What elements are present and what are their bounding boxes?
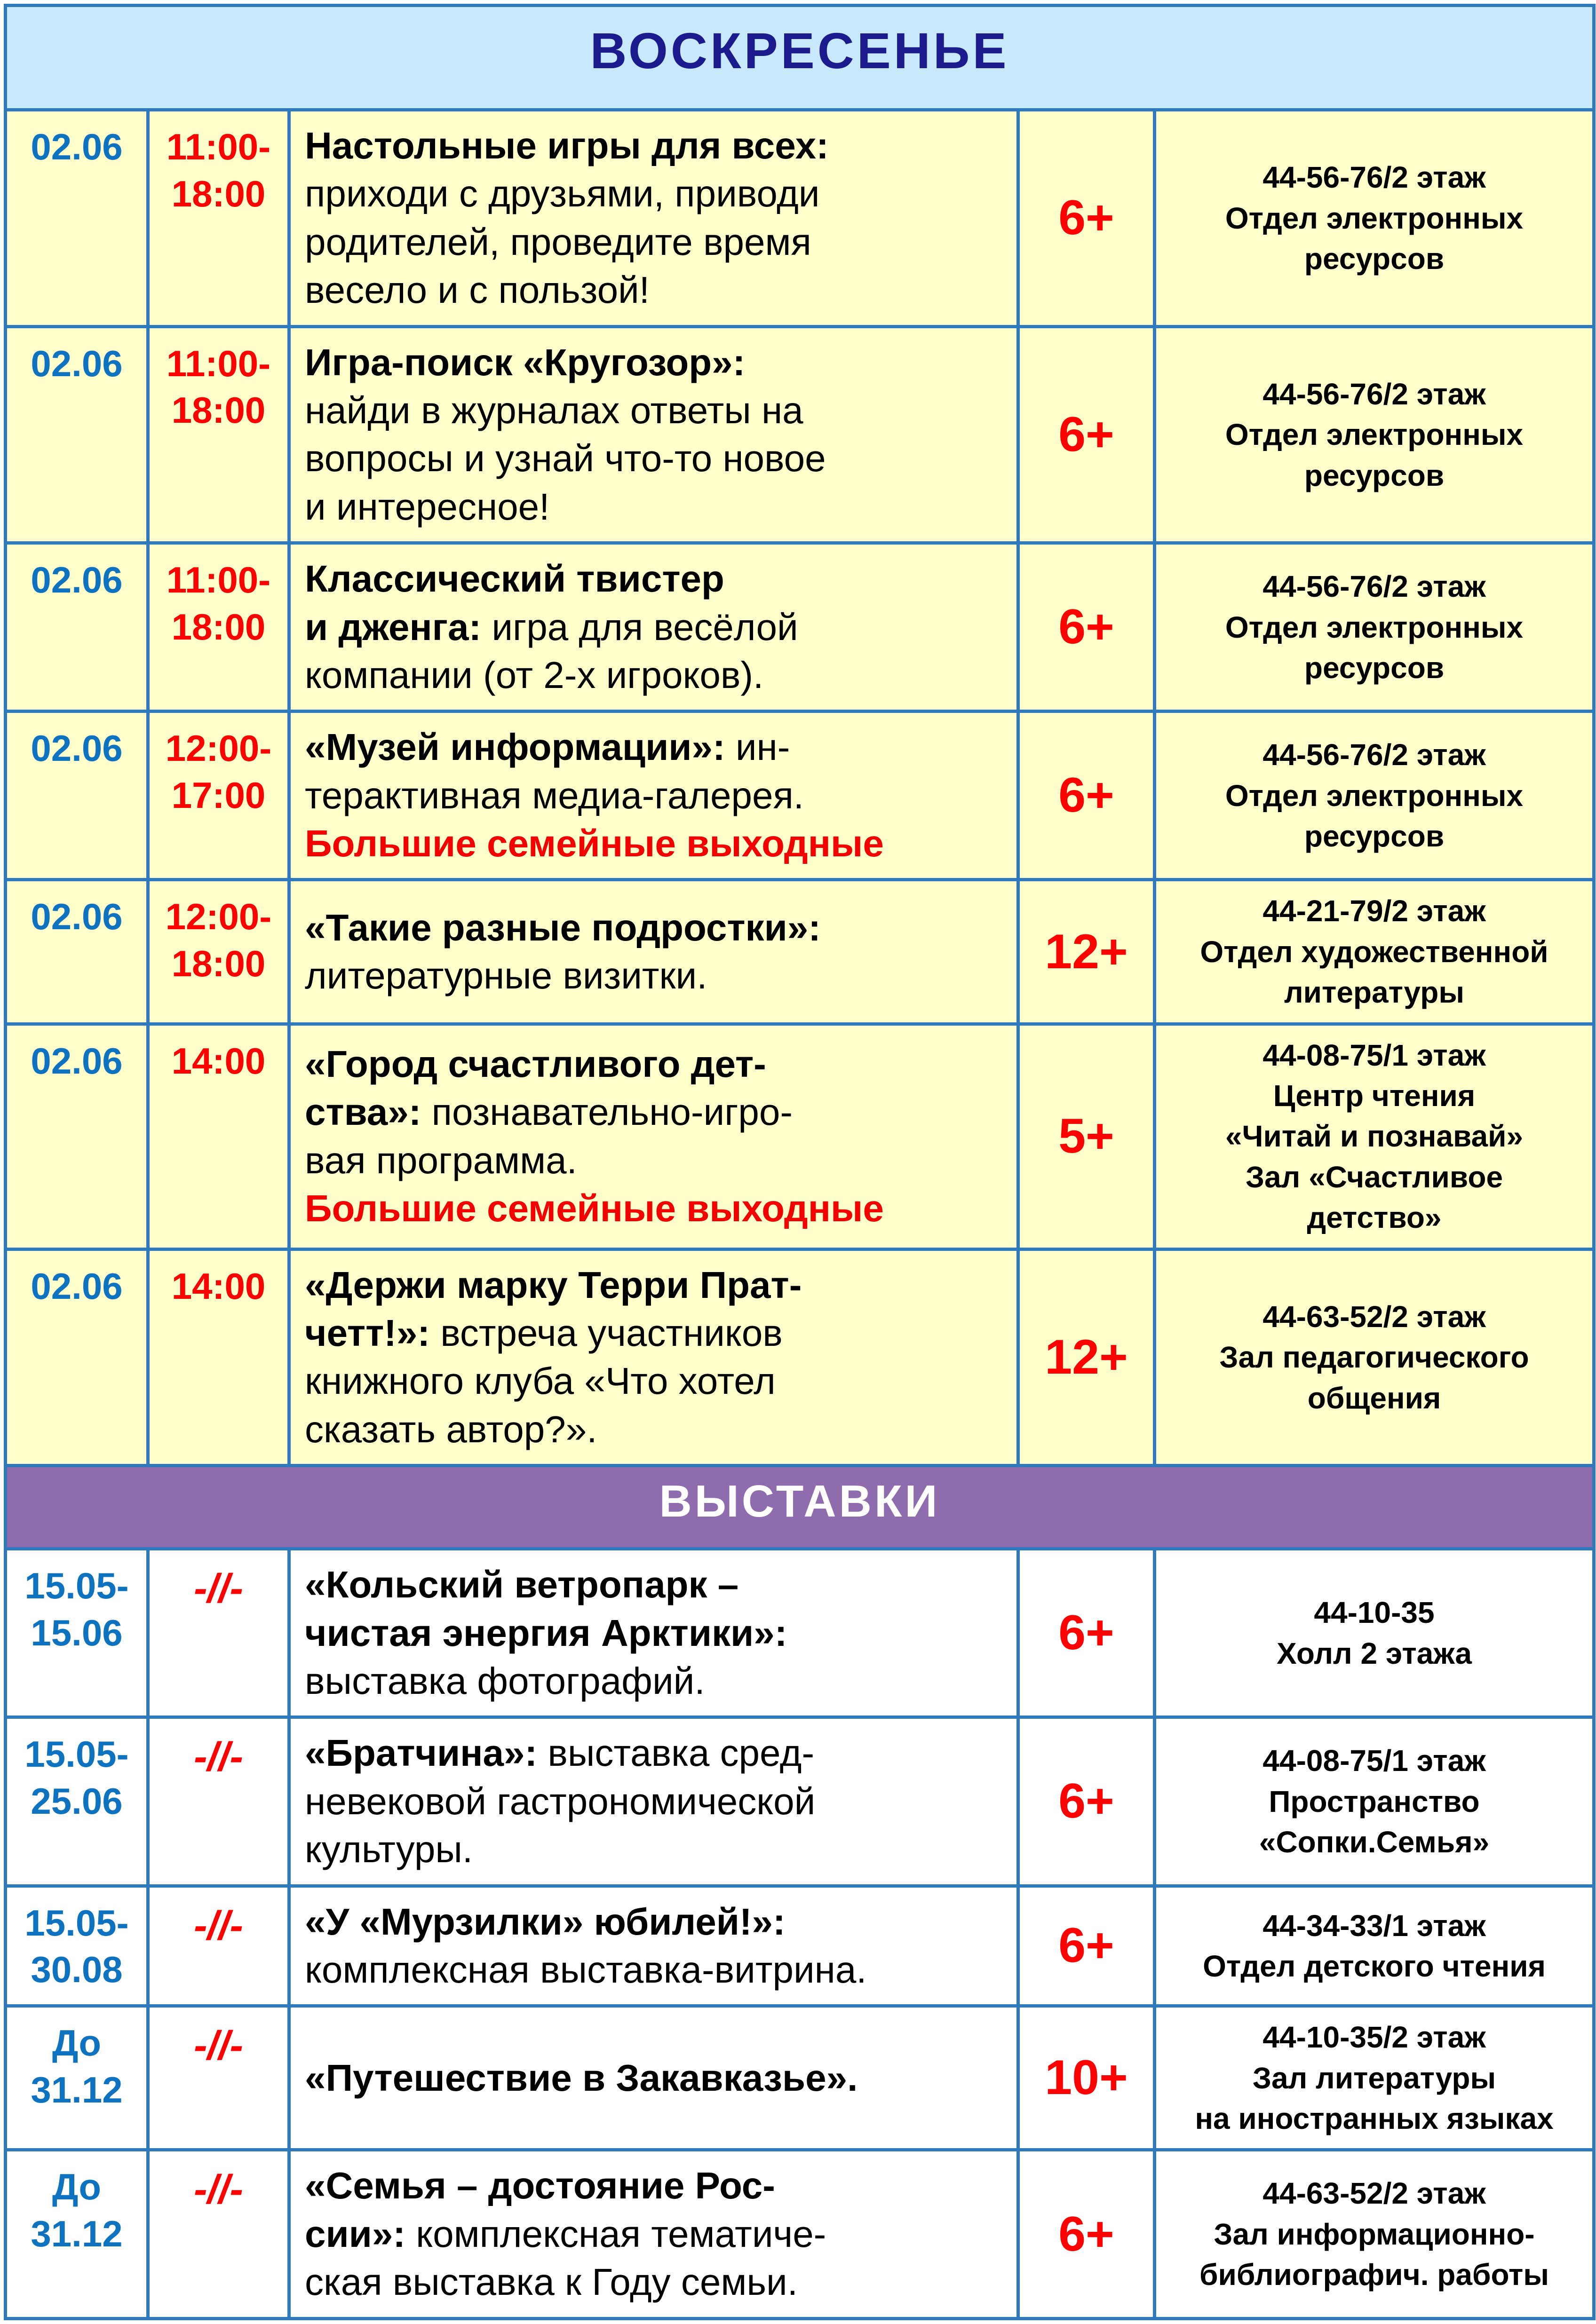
time-line: 14:00	[171, 1265, 266, 1307]
location-cell	[1155, 2150, 1594, 2318]
time-line: 18:00	[171, 943, 266, 985]
location-cell	[1155, 1717, 1594, 1886]
description-line	[305, 1357, 1002, 1405]
location-line: ресурсов	[1304, 458, 1445, 492]
text-run: четт!»:	[305, 1312, 430, 1354]
location-line: «Сопки.Семья»	[1259, 1825, 1490, 1859]
time-line: -//-	[193, 1566, 244, 1612]
date-line: 02.06	[31, 896, 123, 938]
description-line	[305, 1406, 1002, 1454]
time-cell	[148, 711, 289, 880]
text-run: и дженга:	[305, 606, 482, 648]
time-line: -//-	[193, 2167, 244, 2213]
text-run: «Кольский ветропарк –	[305, 1564, 739, 1606]
date-cell	[6, 1886, 148, 2006]
location-line: 44-56-76/2 этаж	[1263, 160, 1486, 195]
age-badge: 12+	[1018, 880, 1155, 1024]
time-line: 11:00-	[166, 559, 271, 601]
section-header-row	[6, 1466, 1594, 1549]
time-line: 18:00	[171, 389, 266, 431]
time-line: 18:00	[171, 606, 266, 648]
text-run: Игра-поиск «Кругозор»:	[305, 341, 746, 383]
date-cell	[6, 1249, 148, 1466]
time-cell	[148, 110, 289, 327]
text-run: «Такие разные подростки»:	[305, 906, 821, 949]
description-line	[305, 1946, 1002, 1994]
text-run: Большие семейные выходные	[305, 822, 884, 865]
location-line: 44-21-79/2 этаж	[1263, 894, 1486, 928]
location-line: на иностранных языках	[1195, 2102, 1554, 2136]
location-line: Зал «Счастливое	[1245, 1160, 1503, 1194]
schedule-body	[6, 6, 1594, 2319]
location-line: библиографич. работы	[1199, 2258, 1549, 2292]
age-badge: 6+	[1018, 110, 1155, 327]
description-line	[305, 1137, 1002, 1185]
description-line	[305, 1729, 1002, 1777]
location-line: Отдел детского чтения	[1203, 1949, 1546, 1983]
table-row	[6, 1249, 1594, 1466]
time-cell	[148, 1717, 289, 1886]
text-run: комплексная выставка-витрина.	[305, 1948, 867, 1991]
location-line: 44-08-75/1 этаж	[1263, 1744, 1486, 1778]
location-line: «Читай и познавай»	[1225, 1119, 1524, 1154]
description-line	[305, 723, 1002, 771]
location-line: Зал педагогического	[1219, 1340, 1529, 1375]
description-cell	[289, 326, 1018, 543]
time-line: 12:00-	[165, 896, 272, 938]
description-cell	[289, 2006, 1018, 2150]
location-line: Зал информационно-	[1214, 2217, 1535, 2251]
description-line	[305, 651, 1002, 699]
description-line	[305, 2054, 1002, 2102]
time-line: 18:00	[171, 173, 266, 214]
description-line	[305, 603, 1002, 651]
section-header-row	[6, 6, 1594, 110]
text-run: найди в журналах ответы на	[305, 389, 803, 431]
location-line: 44-56-76/2 этаж	[1263, 377, 1486, 411]
date-line: 02.06	[31, 727, 123, 769]
time-cell	[148, 1249, 289, 1466]
description-line	[305, 1088, 1002, 1136]
text-run: выставка фотографий.	[305, 1660, 705, 1702]
time-cell	[148, 2006, 289, 2150]
date-line: 02.06	[31, 1265, 123, 1307]
table-row	[6, 543, 1594, 711]
time-cell	[148, 880, 289, 1024]
description-line	[305, 387, 1002, 435]
time-line: 17:00	[171, 775, 266, 816]
table-row	[6, 1886, 1594, 2006]
text-run: познавательно-игро-	[421, 1091, 793, 1133]
text-run: вопросы и узнай что-то новое	[305, 437, 826, 480]
date-line: 15.06	[31, 1612, 123, 1653]
age-badge: 5+	[1018, 1024, 1155, 1249]
location-line: ресурсов	[1304, 241, 1445, 276]
location-line: Отдел художественной	[1200, 934, 1548, 969]
description-line	[305, 1778, 1002, 1826]
text-run: «Братчина»:	[305, 1732, 538, 1774]
description-line	[305, 339, 1002, 387]
text-run: выставка сред-	[537, 1732, 815, 1774]
description-line	[305, 1185, 1002, 1233]
description-line	[305, 952, 1002, 1000]
description-line	[305, 555, 1002, 603]
date-line: 02.06	[31, 1040, 123, 1082]
text-run: книжного клуба «Что хотел	[305, 1360, 776, 1402]
description-line	[305, 483, 1002, 531]
description-cell	[289, 1886, 1018, 2006]
date-line: 31.12	[31, 2213, 123, 2255]
description-line	[305, 2258, 1002, 2306]
time-line: 11:00-	[166, 342, 271, 384]
date-line: До	[52, 2166, 102, 2208]
date-line: 15.05-	[24, 1902, 129, 1944]
age-badge: 6+	[1018, 1717, 1155, 1886]
description-line	[305, 1609, 1002, 1657]
table-row	[6, 1024, 1594, 1249]
location-cell	[1155, 326, 1594, 543]
text-run: ства»:	[305, 1091, 421, 1133]
date-cell	[6, 2150, 148, 2318]
location-line: ресурсов	[1304, 650, 1445, 685]
description-line	[305, 1561, 1002, 1609]
description-cell	[289, 1549, 1018, 1717]
description-line	[305, 1040, 1002, 1088]
description-cell	[289, 711, 1018, 880]
description-line	[305, 266, 1002, 314]
date-cell	[6, 711, 148, 880]
text-run: чистая энергия Арктики»:	[305, 1612, 787, 1654]
text-run: «Семья – достояние Рос-	[305, 2165, 775, 2207]
schedule-page	[0, 4, 1596, 2320]
description-line	[305, 2210, 1002, 2258]
time-line: -//-	[193, 1734, 244, 1780]
date-line: 30.08	[31, 1949, 123, 1991]
text-run: «Музей информации»:	[305, 726, 725, 768]
location-line: 44-10-35	[1314, 1596, 1435, 1630]
location-line: Отдел электронных	[1225, 610, 1524, 644]
table-row	[6, 1717, 1594, 1886]
schedule-table	[4, 4, 1596, 2320]
text-run: Большие семейные выходные	[305, 1187, 884, 1229]
age-badge: 10+	[1018, 2006, 1155, 2150]
location-cell	[1155, 1024, 1594, 1249]
description-cell	[289, 1249, 1018, 1466]
description-cell	[289, 880, 1018, 1024]
description-cell	[289, 2150, 1018, 2318]
location-line: Пространство	[1269, 1784, 1480, 1818]
location-cell	[1155, 1886, 1594, 2006]
location-cell	[1155, 711, 1594, 880]
text-run: и интересное!	[305, 485, 550, 528]
description-line	[305, 1826, 1002, 1873]
age-badge: 6+	[1018, 1549, 1155, 1717]
time-cell	[148, 1024, 289, 1249]
description-line	[305, 1657, 1002, 1705]
location-line: 44-63-52/2 этаж	[1263, 1299, 1486, 1334]
age-badge: 6+	[1018, 1886, 1155, 2006]
table-row	[6, 1549, 1594, 1717]
date-line: 25.06	[31, 1780, 123, 1822]
date-cell	[6, 326, 148, 543]
description-line	[305, 122, 1002, 170]
date-cell	[6, 543, 148, 711]
location-cell	[1155, 110, 1594, 327]
text-run: сии»:	[305, 2213, 405, 2255]
text-run: весело и с пользой!	[305, 269, 650, 311]
location-cell	[1155, 880, 1594, 1024]
time-line: 12:00-	[165, 727, 272, 769]
description-line	[305, 1309, 1002, 1357]
location-cell	[1155, 1549, 1594, 1717]
location-line: общения	[1307, 1381, 1441, 1415]
section-title-exhibitions: ВЫСТАВКИ	[6, 1466, 1594, 1549]
location-line: литературы	[1284, 975, 1465, 1010]
text-run: компании (от 2-х игроков).	[305, 654, 764, 696]
text-run: приходи с друзьями, приводи	[305, 173, 820, 215]
text-run: ская выставка к Году семьи.	[305, 2261, 798, 2303]
text-run: «У «Мурзилки» юбилей!»:	[305, 1900, 786, 1943]
table-row	[6, 110, 1594, 327]
description-line	[305, 1261, 1002, 1309]
date-cell	[6, 1024, 148, 1249]
text-run: родителей, проведите время	[305, 221, 811, 263]
location-line: Отдел электронных	[1225, 418, 1524, 452]
table-row	[6, 2150, 1594, 2318]
date-line: 02.06	[31, 559, 123, 601]
location-line: Отдел электронных	[1225, 778, 1524, 813]
location-line: ресурсов	[1304, 819, 1445, 854]
age-badge: 6+	[1018, 2150, 1155, 2318]
age-badge: 12+	[1018, 1249, 1155, 1466]
date-line: 15.05-	[24, 1733, 129, 1775]
description-line	[305, 2162, 1002, 2210]
time-cell	[148, 1549, 289, 1717]
time-line: -//-	[193, 2023, 244, 2069]
date-cell	[6, 110, 148, 327]
time-cell	[148, 2150, 289, 2318]
description-line	[305, 904, 1002, 952]
date-line: 02.06	[31, 126, 123, 167]
age-badge: 6+	[1018, 543, 1155, 711]
location-cell	[1155, 1249, 1594, 1466]
location-line: 44-56-76/2 этаж	[1263, 738, 1486, 772]
location-line: Отдел электронных	[1225, 201, 1524, 235]
time-cell	[148, 326, 289, 543]
text-run: «Держи марку Терри Прат-	[305, 1264, 802, 1306]
location-line: 44-08-75/1 этаж	[1263, 1038, 1486, 1072]
description-line	[305, 170, 1002, 218]
text-run: игра для весёлой	[481, 606, 798, 648]
text-run: сказать автор?».	[305, 1408, 597, 1450]
time-line: 14:00	[171, 1040, 266, 1082]
time-cell	[148, 543, 289, 711]
description-line	[305, 435, 1002, 482]
location-line: 44-10-35/2 этаж	[1263, 2020, 1486, 2055]
text-run: ин-	[725, 726, 790, 768]
location-line: Центр чтения	[1273, 1079, 1476, 1113]
age-badge: 6+	[1018, 326, 1155, 543]
age-badge: 6+	[1018, 711, 1155, 880]
date-line: 31.12	[31, 2069, 123, 2111]
location-line: 44-34-33/1 этаж	[1263, 1908, 1486, 1943]
location-line: детство»	[1307, 1201, 1442, 1235]
description-line	[305, 820, 1002, 868]
date-line: До	[52, 2022, 102, 2064]
location-cell	[1155, 543, 1594, 711]
description-cell	[289, 1717, 1018, 1886]
table-row	[6, 880, 1594, 1024]
text-run: комплексная тематиче-	[405, 2213, 826, 2255]
section-title-sunday: ВОСКРЕСЕНЬЕ	[6, 6, 1594, 110]
time-cell	[148, 1886, 289, 2006]
date-cell	[6, 880, 148, 1024]
text-run: литературные визитки.	[305, 955, 707, 997]
text-run: встреча участников	[430, 1312, 783, 1354]
text-run: вая программа.	[305, 1139, 577, 1181]
date-line: 02.06	[31, 342, 123, 384]
table-row	[6, 711, 1594, 880]
text-run: Классический твистер	[305, 558, 724, 600]
description-cell	[289, 110, 1018, 327]
date-line: 15.05-	[24, 1565, 129, 1607]
time-line: 11:00-	[166, 126, 271, 167]
text-run: «Путешествие в Закавказье».	[305, 2056, 858, 2099]
date-cell	[6, 2006, 148, 2150]
description-cell	[289, 1024, 1018, 1249]
location-line: 44-63-52/2 этаж	[1263, 2176, 1486, 2211]
text-run: «Город счастливого дет-	[305, 1043, 766, 1085]
text-run: невековой гастрономической	[305, 1780, 816, 1822]
text-run: Настольные игры для всех:	[305, 125, 829, 166]
description-line	[305, 218, 1002, 266]
text-run: культуры.	[305, 1828, 473, 1871]
location-line: 44-56-76/2 этаж	[1263, 569, 1486, 604]
table-row	[6, 326, 1594, 543]
location-cell	[1155, 2006, 1594, 2150]
date-cell	[6, 1717, 148, 1886]
location-line: Холл 2 этажа	[1277, 1636, 1472, 1670]
table-row	[6, 2006, 1594, 2150]
date-cell	[6, 1549, 148, 1717]
description-line	[305, 772, 1002, 820]
time-line: -//-	[193, 1903, 244, 1948]
location-line: Зал литературы	[1252, 2061, 1496, 2095]
description-cell	[289, 543, 1018, 711]
description-line	[305, 1898, 1002, 1946]
text-run: терактивная медиа-галерея.	[305, 774, 804, 816]
